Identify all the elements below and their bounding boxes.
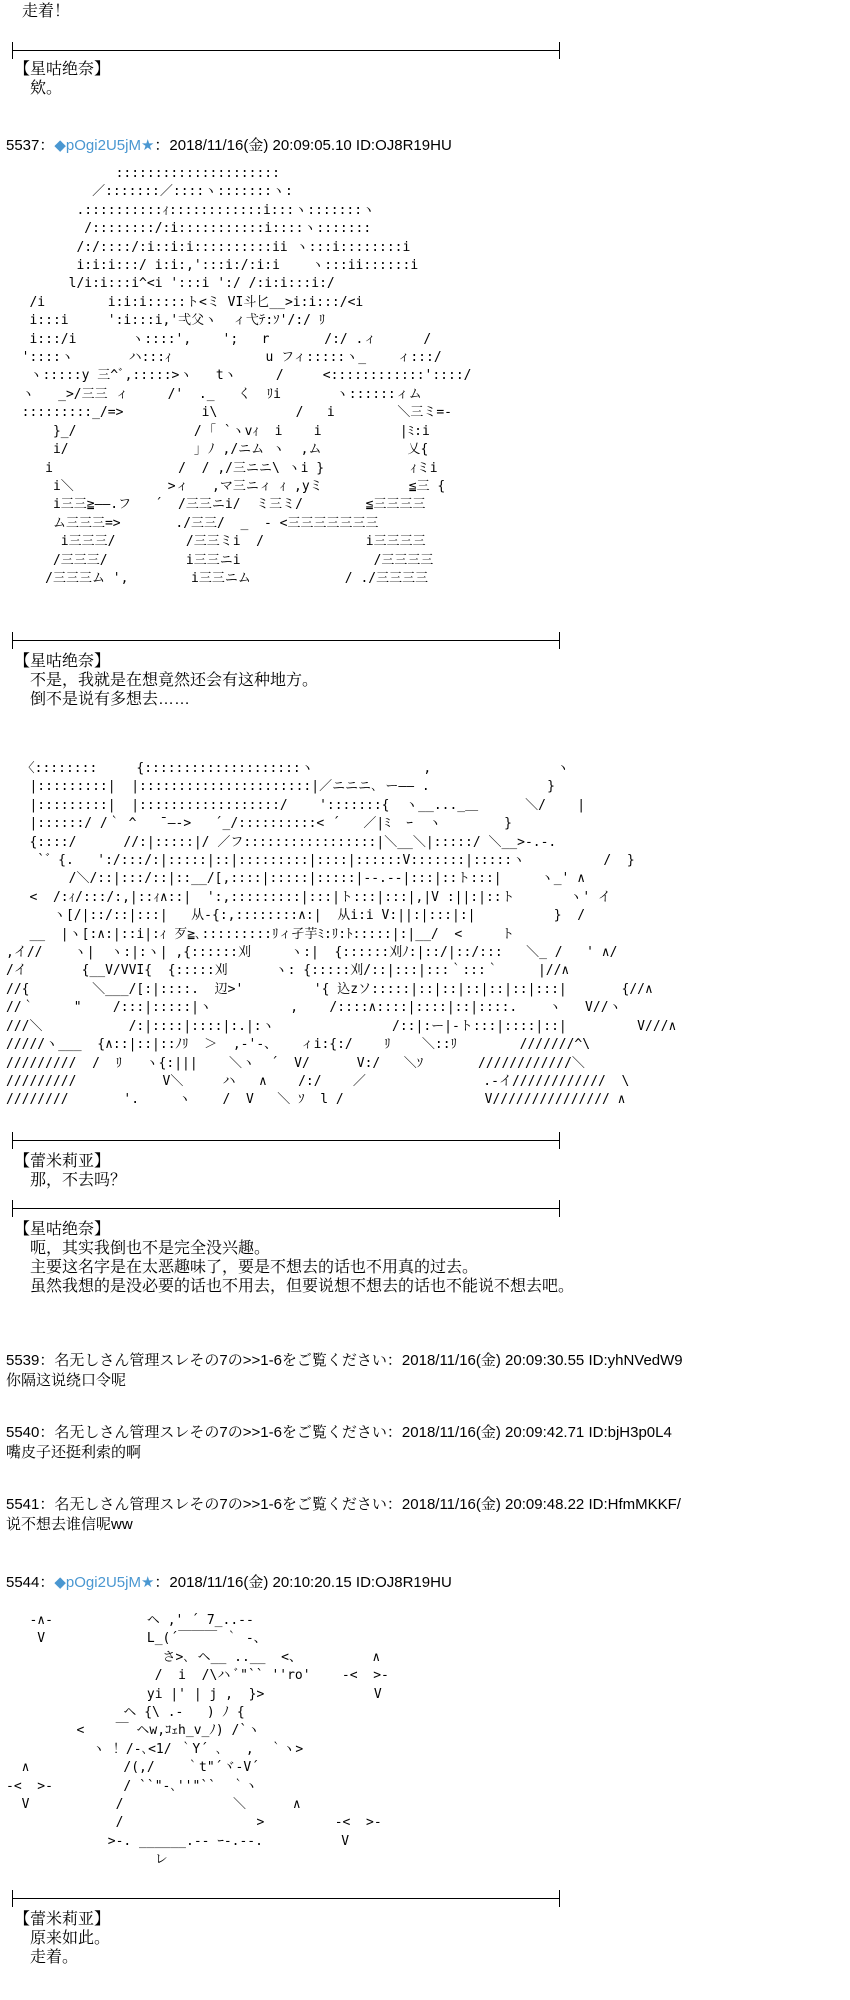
post-header-5539: 5539：名无しさん管理スレその7の>>1-6をご覧ください：2018/11/16(金) 20:09:30.55 ID:yhNVedW9	[6, 1352, 683, 1369]
post-body-5539: 你隔这说绕口令呢	[6, 1372, 127, 1389]
speaker-name: 【星咕绝奈】	[14, 1221, 111, 1238]
dialog-line: 原来如此。	[14, 1930, 111, 1947]
post-header-5541: 5541：名无しさん管理スレその7の>>1-6をご覧ください：2018/11/16(金) 20:09:48.22 ID:HfmMKKF/	[6, 1496, 681, 1513]
divider	[12, 1898, 560, 1899]
speaker-name: 【星咕绝奈】	[14, 653, 111, 670]
post-header-5537	[6, 137, 452, 155]
divider	[12, 1208, 560, 1209]
divider	[12, 1140, 560, 1141]
divider	[12, 640, 560, 641]
ascii-art-2: 〈:::::::: {::::::::::::::::::::ヽ , ヽ |:::::::::| |::::::::::::::::::::::|／ニニニ､ ー―― . } |:::::::::| |::::::::::::::::::/ ':::::::{ ヽ__..._＿ ＼/ | |::::::/ /｀ ^ ̄ ―-> ´_/::::::::::< ´ ／|ﾐ ｰ ヽ } {::::/ //:|:::::|/ ／フ:::::::::::::::::|＼__＼|:::::/ ＼__>-.-. `゛{. ':/:::/:|:::::|::|:::::::::|::::|::::::V:::::::|:::::ヽ / } /＼/::|:::/::|::__/[,::::|:::::|:::::|--.--|:::|::ト:::| ヽ_' ∧ < /:ｨ/:::/:,|::ｨ∧::| ':,:::::::::|:::|ト:::|:::|,|V :||:|::ト ヽ' イ ヽ[/|::/::|:::| 从-{:,::::::::∧:| 从i:i V:||:|:::|:| } / __ |ヽ[:∧:|::i|:ｨ 歹≧､:::::::::ﾘィ孑芋ﾐ:ﾘ:ﾄ:::::|:|__/ < ト ,イ// ヽ| ヽ:|:ヽ| ,{::::::刈 ヽ:| {::::::刈ﾉ:|::/|::/::: ＼_ / ' ∧/ /イ {__V/VVI{ {:::::刈 ヽ: {:::::刈/::|:::|:::｀:::｀ |//∧ //{ ＼___/[:|::::. 辺>' '{ 込zソ:::::|::|::|::|::|::|:::| {//∧ //｀ " /:::|:::::|ヽ , /::::∧::::|::::|::|::::. ヽ V//ヽ ///＼ /:|::::|::::|:.|:ヽ /::|:ー|-ト:::|::::|::| V///∧ /////ヽ___ {∧::|::|::ﾉﾘ ＞ ,-'-、 ィi:{:/ ﾘ ＼::ﾘ ///////^\ ///////// / ﾘ ヽ{:||| ＼ヽ ´ V/ V:/ ＼ｿ ////////////＼ ///////// V＼ ハ ∧ /:/ ／ .-イ//////////// \ //////// '. ヽ / V ＼ ｿ l / V/////////////// ∧	[6, 761, 677, 1108]
dialog-line: 不是，我就是在想竟然还会有这种地方。	[14, 672, 319, 689]
speaker-name: 【蕾米莉亚】	[14, 1911, 111, 1928]
post-meta: ：2018/11/16(金) 20:10:20.15 ID:OJ8R19HU	[154, 1574, 452, 1591]
dialog-line: 走着。	[14, 1949, 79, 1966]
dialog-line: 主要这名字是在太恶趣味了，要是不想去的话也不用真的过去。	[14, 1259, 479, 1276]
trip-code[interactable]: ◆pOgi2U5jM★	[54, 1574, 155, 1591]
post-number: 5537：	[6, 137, 55, 154]
divider	[12, 50, 560, 51]
dialog-line: 欸。	[14, 80, 63, 97]
post-meta: ：2018/11/16(金) 20:09:05.10 ID:OJ8R19HU	[154, 137, 452, 154]
post-body-5540: 嘴皮子还挺利索的啊	[6, 1444, 142, 1461]
dialog-line: 虽然我想的是没必要的话也不用去，但要说想不想去的话也不能说不想去吧。	[14, 1278, 575, 1295]
ascii-art-1: ::::::::::::::::::::: ／:::::::／::::ヽ:::::::ヽ: .::::::::::ｨ::::::::::::i:::ヽ:::::::ヽ /::::::::/:i:::::::::::i::::ヽ::::::: /:/::::/:i::i:i::::::::::ii ヽ:::i::::::::i i:i:i:::/ i:i:,':::i:/:i:i ヽ:::ii::::::i l/i:i:::i^<i ':::i ':/ /:i:i:::i:/ /i i:i:i:::::ト<ミ VI斗匕__>i:i:::/<i i:::i ':i:::i,'弌父ヽ ィ弋ﾃ:ｿ'/:/ ﾘ i:::/i ヽ::::', '; r /:/ .ィ / '::::ヽ ハ:::ｨ u フィ:::::ヽ_ ィ:::/ ヽ:::::y 三^ﾞ,:::::>ヽ tヽ / <::::::::::::'::::/ ヽ _>/三三 ィ /' ._ く ﾘi ヽ::::::ィム :::::::::_/=> i\ / i ＼三ミ=- }_/ / ｢ `ヽvｨ i i |ﾐ:i i/ ｣ ﾉ ,/ニム ヽ ,ム 乂{ i / / ,/三ニニ\ ヽi } ｨミi i＼ >ィ ,マ三ニィ ｨ ,yミ ≦三 { i三三≧――.フ ´ /三三ニi/ ミ三ミ/ ≦三三三三 ム三三三=> ./三三/ _ - <三三三三三三三 i三三三/ /三三ミi / i三三三三 /三三三/ i三三ニi /三三三三 /三三三ム ', i三三ニム / ./三三三三	[21, 166, 472, 586]
top-line: 走着！	[22, 3, 71, 20]
post-header-5544	[6, 1574, 452, 1592]
dialog-line: 那，不去吗？	[14, 1172, 127, 1189]
speaker-name: 【蕾米莉亚】	[14, 1153, 111, 1170]
post-number: 5544：	[6, 1574, 55, 1591]
dialog-line: 倒不是说有多想去……	[14, 691, 191, 708]
post-body-5541: 说不想去谁信呢ww	[6, 1516, 133, 1533]
ascii-art-3: -∧- ヘ ,' ´ 7_..-- V L_(´￣￣￣ ｀ -、 さ>､ ヘ__ ..__ <、 ∧ / i /\ハ ﾞ"`` ''ro' -< >- yi |' | j , }> V ヘ {\ .- ) ﾉ { < ￣ ヘw,ｺｪh_v_ﾉ) /`ヽ ヽ ！/-､<1/ ｀Y´ ､ , ｀ヽ> ∧ /(,/ ｀t"´ヾ-V´ -< >- / ``"-､''"`` ｀ヽ V / ＼ ∧ / > -< >- >-. ______.-- ｰ-.--. V レ	[6, 1613, 389, 1868]
dialog-line: 呃，其实我倒也不是完全没兴趣。	[14, 1240, 271, 1257]
speaker-name: 【星咕绝奈】	[14, 61, 111, 78]
trip-code[interactable]: ◆pOgi2U5jM★	[54, 137, 155, 154]
post-header-5540: 5540：名无しさん管理スレその7の>>1-6をご覧ください：2018/11/16(金) 20:09:42.71 ID:bjH3p0L4	[6, 1424, 672, 1441]
